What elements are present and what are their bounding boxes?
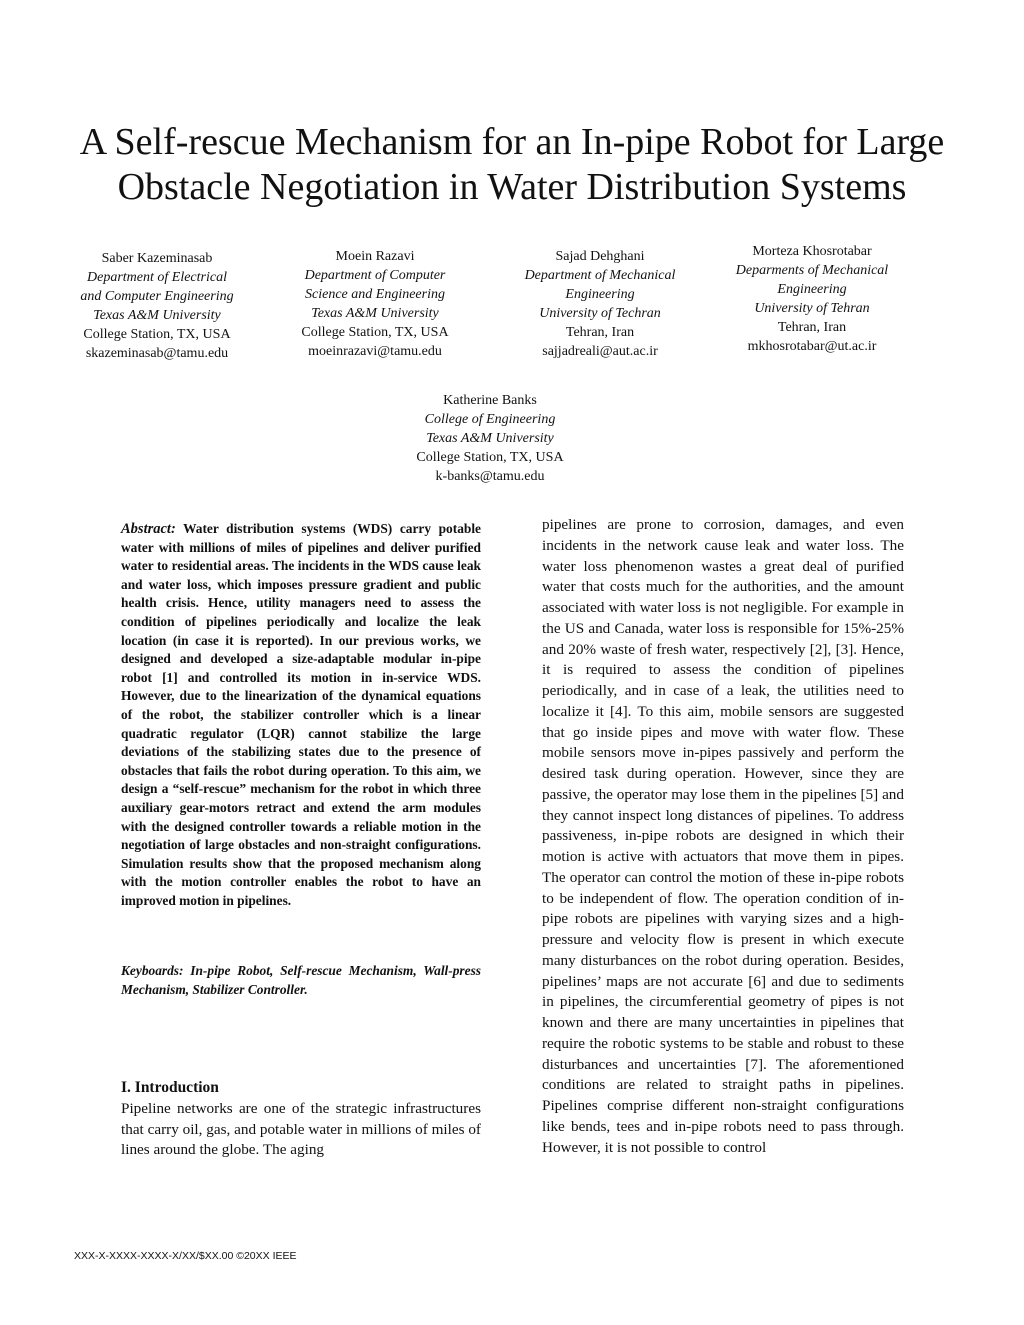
author-university: University of Tehran [754,301,870,316]
author-block [280,247,470,361]
author-location: Tehran, Iran [565,325,635,340]
author-block [707,242,917,356]
author-department: Engineering [777,282,847,297]
author-email: k-banks@tamu.edu [435,469,545,484]
section-heading: I. Introduction [121,1079,219,1096]
author-email: skazeminasab@tamu.edu [85,346,229,361]
author-department: Engineering [565,287,635,302]
author-department: Department of Electrical [87,270,227,285]
paper-title: A Self-rescue Mechanism for an In-pipe Robot for Large Obstacle Negotiation in Water Distribution Systems [79,121,945,209]
author-department: and Computer Engineering [80,289,234,304]
author-name: Saber Kazeminasab [101,251,213,266]
author-university: Texas A&M University [93,308,221,323]
copyright-footer: XXX-X-XXXX-XXXX-X/XX/$XX.00 ©20XX IEEE [74,1250,297,1262]
author-university: Texas A&M University [426,431,554,446]
author-university: Texas A&M University [311,306,439,321]
author-location: College Station, TX, USA [301,325,449,340]
author-university: University of Techran [539,306,661,321]
author-department: Department of Computer [304,268,446,283]
intro-paragraph: Pipeline networks are one of the strategic infrastructures that carry oil, gas, and potable water in millions of miles of lines around the globe. The aging [121,1100,481,1159]
keywords: Keyboards: In-pipe Robot, Self-rescue Mechanism, Wall-press Mechanism, Stabilizer Controller. [121,963,481,997]
author-department: Science and Engineering [305,287,445,302]
abstract-text: Water distribution systems (WDS) carry potable water with millions of miles of pipelines and deliver purified water to residential areas. The incidents in the WDS cause leak and water loss, which imposes pressure gradient and public health crisis. Hence, utility managers need to assess the condition of pipelines periodically and localize the leak location (in case it is reported). In our previous works, we designed and developed a size-adaptable modular in-pipe robot [1] and controlled its motion in in-service WDS. However, due to the linearization of the dynamical equations of the robot, the stabilizer controller which is a linear quadratic regulator (LQR) cannot stabilize the large deviations of the stabilizing states due to the presence of obstacles that fails the robot during operation. To this aim, we design a “self-rescue” mechanism for the robot in which three auxiliary gear-motors retract and extend the arm modules with the designed controller towards a reliable motion in the negotiation of large obstacles and non-straight configurations. Simulation results show that the proposed mechanism along with the motion controller enables the robot to have an improved motion in pipelines. [121,521,481,908]
author-name: Morteza Khosrotabar [752,244,872,259]
author-location: College Station, TX, USA [416,450,564,465]
author-name: Moein Razavi [335,249,415,264]
author-name: Sajad Dehghani [555,249,645,264]
author-department: Deparments of Mechanical [735,263,889,278]
author-department: College of Engineering [424,412,556,427]
abstract-label: Abstract: [121,521,176,537]
author-block [390,391,590,486]
abstract [121,520,481,910]
author-block [62,249,252,363]
author-location: College Station, TX, USA [83,327,231,342]
author-email: sajjadreali@aut.ac.ir [542,344,658,359]
right-column-paragraph: pipelines are prone to corrosion, damages, and even incidents in the network cause leak and water loss. The water loss phenomenon wastes a great deal of purified water that costs much for the authorities, and the amount associated with water loss is not negligible. For example in the US and Canada, water loss is responsible for 15%-25% and 20% waste of fresh water, respectively [2], [3]. Hence, it is required to assess the condition of pipelines periodically, and in case of a leak, the utilities need to localize it [4]. To this aim, mobile sensors are suggested that go inside pipes and move with water flow. These mobile sensors move in-pipes passively and perform the desired task during operation. However, since they are passive, the operator may lose them in the pipelines [5] and they cannot inspect long distances of pipelines. To address passiveness, in-pipe robots are designed in which their motion is active with actuators that move them in pipes. The operator can control the motion of these in-pipe robots to be independent of flow. The operation condition of in-pipe robots are pipelines with varying sizes and a high-pressure and velocity flow is present in which execute many disturbances on the robot during operation. Besides, pipelines’ maps are not accurate [6] and due to sediments in pipelines, the circumferential geometry of pipes is not known and there are many uncertainties in pipelines that require the robotic systems to be stable and robust to these disturbances and uncertainties [7]. The aforementioned conditions are related to straight paths in pipelines. Pipelines comprise different non-straight configurations like bends, tees and in-pipe robots need to pass through. However, it is not possible to control [542,516,904,1156]
author-department: Department of Mechanical [524,268,676,283]
author-block [500,247,700,361]
author-location: Tehran, Iran [777,320,847,335]
author-email: moeinrazavi@tamu.edu [308,344,442,359]
author-email: mkhosrotabar@ut.ac.ir [747,339,877,354]
author-name: Katherine Banks [443,393,537,408]
